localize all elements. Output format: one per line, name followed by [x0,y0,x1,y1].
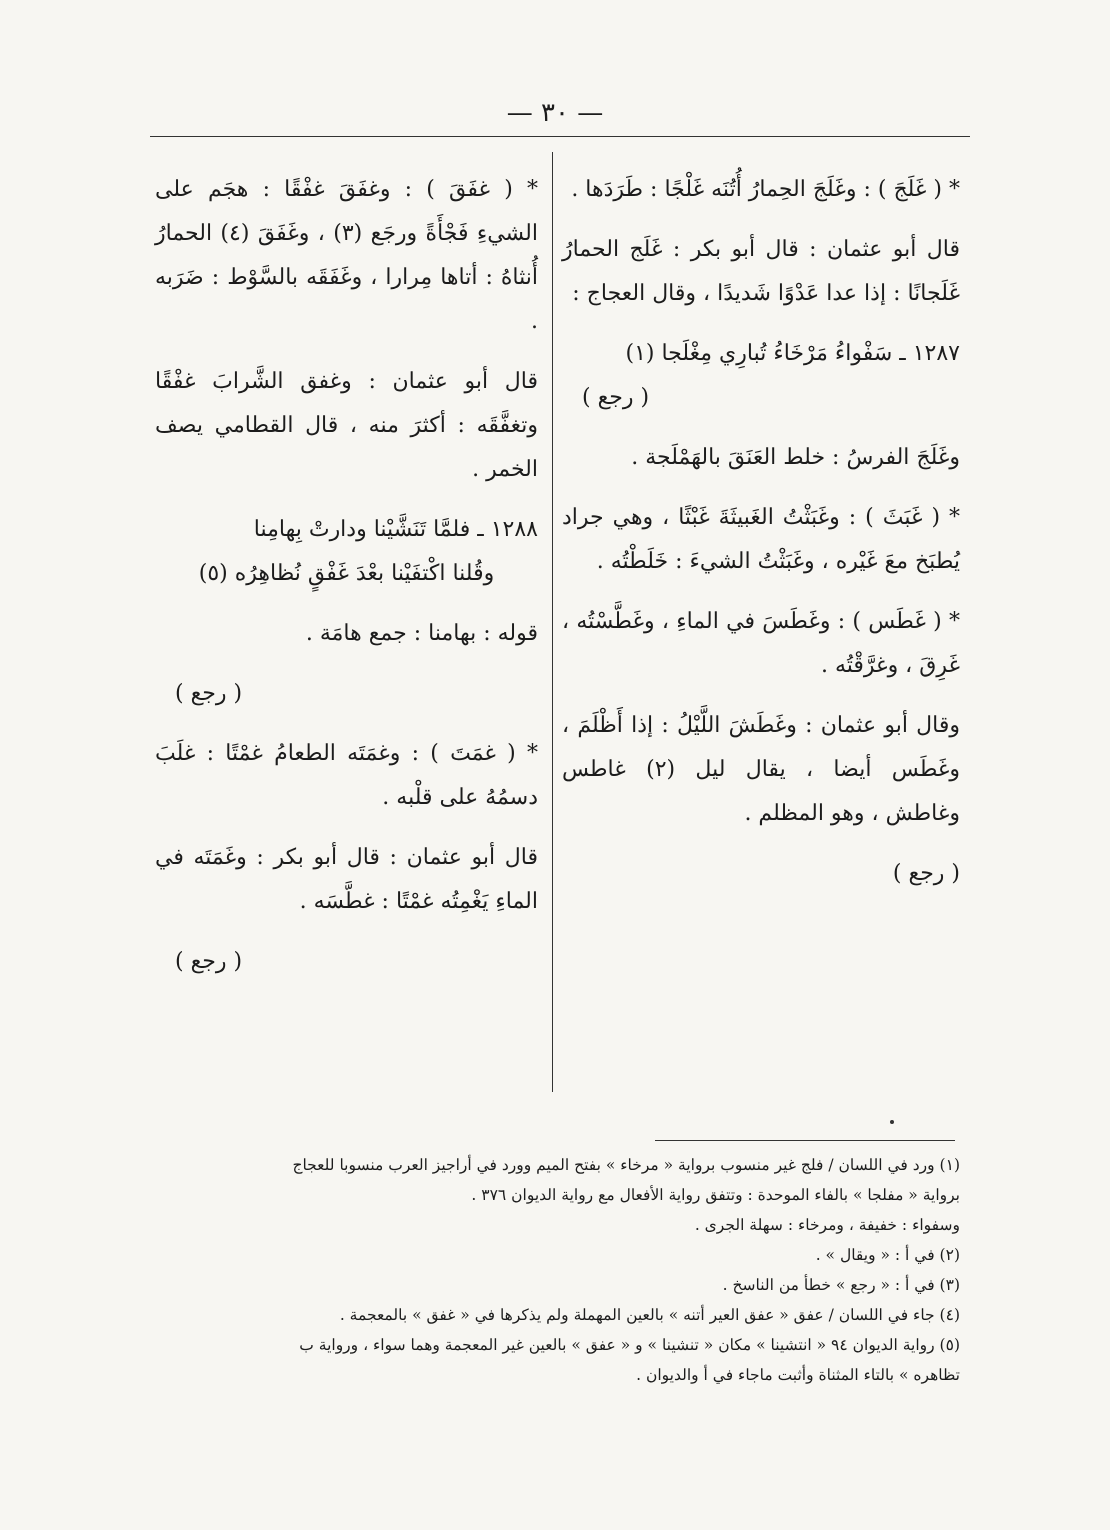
entry-ghalaja: * ( غَلَجَ ) : وغَلَجَ الحِمارُ أُتُنَه غَلْجًا : طَرَدَها . [571,177,960,202]
footnote-5-continued: تظاهره » بالتاء المثناة وأثبت ماجاء في أ والديوان . [636,1366,960,1384]
ref-rajaa: ( رجع ) [175,949,243,974]
footnote-1: (١) ورد في اللسان / فلج غير منسوب برواية « مرخاء » بفتح الميم وورد في أراجيز العرب منسوبا للعجاج [292,1156,960,1174]
footnote-1-continued: برواية « مفلجا » بالفاء الموحدة : وتتفق رواية الأفعال مع رواية الديوان ٣٧٦ . [471,1186,960,1204]
header-rule [150,136,970,137]
paragraph-ghatasha: وقال أبو عثمان : وغَطَشَ اللَّيْلُ : إذا أَظْلَمَ ، وغَطَس أيضا ، يقال ليل (٢) غاطس وغاطش ، وهو المظلم . [562,713,961,826]
entry-ghabatha: * ( غَبَثَ ) : وغَبَثْتُ الغَبيثَةَ غَبْثًا ، وهي جراد يُطبَخ معَ غَيْره ، وغَبَثْتُ الشيءَ : خَلَطْتُه . [562,505,960,574]
paragraph-abu-uthman-ghalaja: قال أبو عثمان : قال أبو بكر : غَلَج الحمارُ غَلَجانًا : إذا عدا عَدْوًا شَديدًا ، وقال العجاج : [562,237,960,306]
paragraph-bihamina: قوله : بهامنا : جمع هامَة . [305,621,538,646]
page-number: — ٣٠ — [506,98,604,128]
right-column [562,168,960,912]
ink-speck [890,1120,894,1124]
paragraph-ghalaja-faras: وغَلَجَ الفرسُ : خلط العَنَقَ بالهَمْلَجة . [631,445,960,470]
verse-1288-line-2: وقُلنا اكْتفَيْنا بعْدَ غَفْقٍ نُظاهِرُه (٥) [198,561,495,586]
verse-1287: ١٢٨٧ ـ سَفْواءُ مَرْخَاءُ تُبارِي مِغْلَجا (١) [625,341,960,366]
footnote-5: (٥) رواية الديوان ٩٤ « انتشينا » مكان « تنشينا » و « عفق » بالعين غير المعجمة وهما سواء ، ورواية ب [299,1336,960,1354]
ref-rajaa: ( رجع ) [175,681,243,706]
left-column [155,168,538,1000]
footnote-1-continued: وسفواء : خفيفة ، ومرخاء : سهلة الجرى . [694,1216,960,1234]
ref-rajaa: ( رجع ) [582,385,650,410]
entry-ghafaqa: * ( غفَقَ ) : وغفَقَ غفْقًا : هجَم على الشيءِ فَجْأَةً ورجَع (٣) ، وغَفَقَ (٤) الحمارُ أُنثاهُ : أتاها مِرارا ، وغَفَقَه بالسَّوْط : ضَرَبه . [155,177,538,334]
footnote-3: (٣) في أ : « رجع » خطأ من الناسخ . [722,1276,960,1294]
column-divider [552,152,553,1092]
paragraph-abu-uthman-ghafaqa: قال أبو عثمان : وغفق الشَّرابَ غفْقًا وتغفَّقَه : أكثرَ منه ، قال القطامي يصف الخمر . [155,369,538,482]
entry-ghatasa: * ( غَطَس ) : وغَطَسَ في الماءِ ، وغَطَّسْتُه ، غَرِقَ ، وغرَّقْتُه . [562,609,960,678]
verse-1288-line-1: ١٢٨٨ ـ فلمَّا تَنَشَّيْنا ودارتْ بِهامِنا [253,517,538,542]
footnote-4: (٤) جاء في اللسان / عفق « عفق العير أتنه » بالعين المهملة ولم يذكرها في « غفق » بالمعجمة . [339,1306,960,1324]
ref-rajaa: ( رجع ) [892,861,960,886]
entry-ghamata: * ( غمَتَ ) : وغمَتَه الطعامُ غمْتًا : غلَبَ دسمُهُ على قلْبه . [155,741,538,810]
footnotes [140,1150,960,1390]
footnote-2: (٢) في أ : « ويقال » . [815,1246,960,1264]
paragraph-abu-uthman-ghamata: قال أبو عثمان : قال أبو بكر : وغَمَتَه في الماءِ يَغْمِتُه غمْتًا : غطَّسَه . [155,845,538,914]
footnote-rule [655,1140,955,1141]
